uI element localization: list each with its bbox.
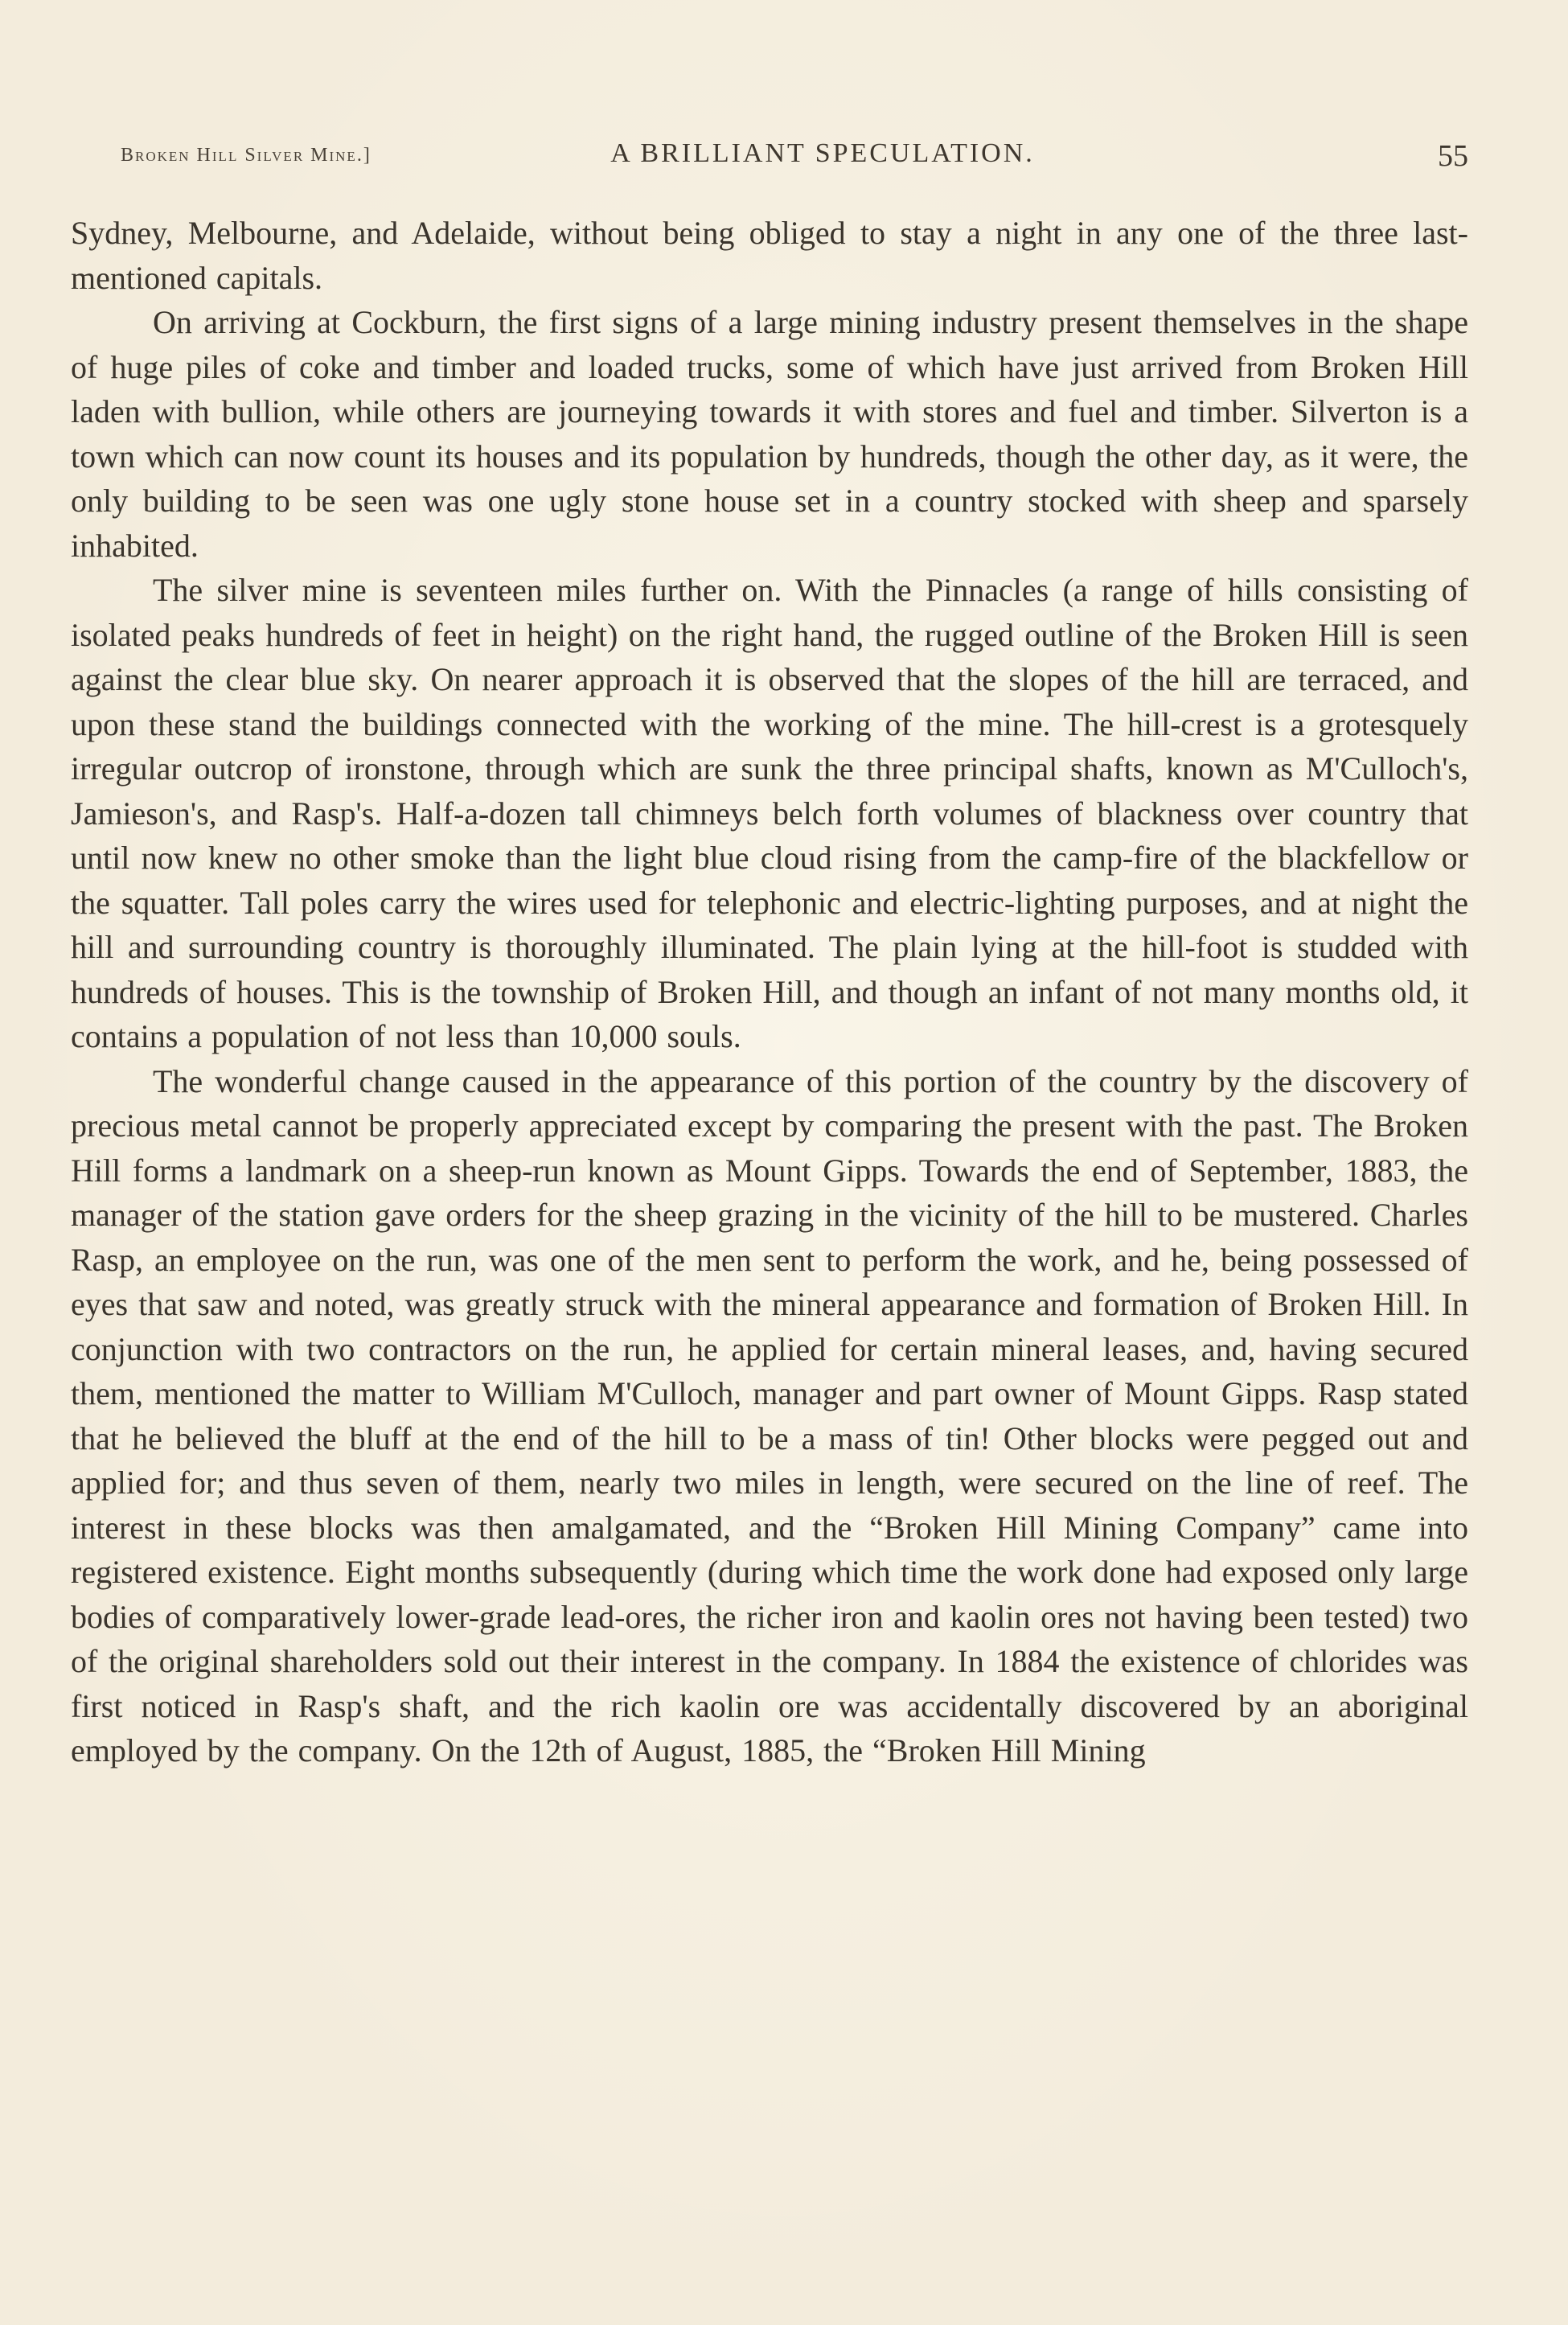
paragraph-silver-mine: The silver mine is seventeen miles further on. With the Pinnacles (a range of hills consisting of isolated peaks hundreds of feet in height) on the right hand, the rugged outline of the Broken Hill is seen against the clear blue sky. On nearer approach it is observed that the slopes of the hill are terraced, and upon these stand the buildings connected with the working of the mine. The hill-crest is a grotesquely irregular outcrop of ironstone, through which are sunk the three principal shafts, known as M'Culloch's, Jamieson's, and Rasp's. Half-a-dozen tall chimneys belch forth volumes of blackness over country that until now knew no other smoke than the light blue cloud rising from the camp-fire of the blackfellow or the squatter. Tall poles carry the wires used for telephonic and electric-lighting purposes, and at night the hill and surrounding country is thoroughly illuminated. The plain lying at the hill-foot is studded with hundreds of houses. This is the township of Broken Hill, and though an infant of not many months old, it contains a population of not less than 10,000 souls.: [71, 572, 1468, 1054]
running-head: [121, 138, 1468, 179]
running-head-title: A BRILLIANT SPECULATION.: [610, 138, 1035, 168]
paragraph-history: The wonderful change caused in the appearance of this portion of the country by the discovery of precious metal cannot be properly appreciated except by comparing the present with the past. The Broken Hill forms a landmark on a sheep-run known as Mount Gipps. Towards the end of September, 1883, the manager of the station gave orders for the sheep grazing in the vicinity of the hill to be mustered. Charles Rasp, an employee on the run, was one of the men sent to perform the work, and he, being possessed of eyes that saw and noted, was greatly struck with the mineral appearance and formation of Broken Hill. In conjunction with two contractors on the run, he applied for certain mineral leases, and, having secured them, mentioned the matter to William M'Culloch, manager and part owner of Mount Gipps. Rasp stated that he believed the bluff at the end of the hill to be a mass of tin! Other blocks were pegged out and applied for; and thus seven of them, nearly two miles in length, were secured on the line of reef. The interest in these blocks was then amalgamated, and the “Broken Hill Mining Company” came into registered existence. Eight months subsequently (during which time the work done had exposed only large bodies of comparatively lower-grade lead-ores, the richer iron and kaolin ores not having been tested) two of the original shareholders sold out their interest in the company. In 1884 the existence of chlorides was first noticed in Rasp's shaft, and the rich kaolin ore was accidentally discovered by an aboriginal employed by the company. On the 12th of August, 1885, the “Broken Hill Mining: [71, 1062, 1468, 1768]
running-head-section: Broken Hill Silver Mine.]: [121, 145, 371, 166]
page-number: 55: [1438, 139, 1468, 173]
paragraph-cockburn: On arriving at Cockburn, the first signs of a large mining industry present themselves in the shape of huge piles of coke and timber and loaded trucks, some of which have just arrived from Broken Hill laden with bullion, while others are journeying towards it with stores and fuel and timber. Silverton is a town which can now count its houses and its population by hundreds, though the other day, as it were, the only building to be seen was one ugly stone house set in a country stocked with sheep and sparsely inhabited.: [71, 304, 1468, 564]
paragraph-continuation: Sydney, Melbourne, and Adelaide, without being obliged to stay a night in any one of the three last-mentioned capitals.: [71, 215, 1468, 296]
body-text: [71, 211, 1468, 1773]
